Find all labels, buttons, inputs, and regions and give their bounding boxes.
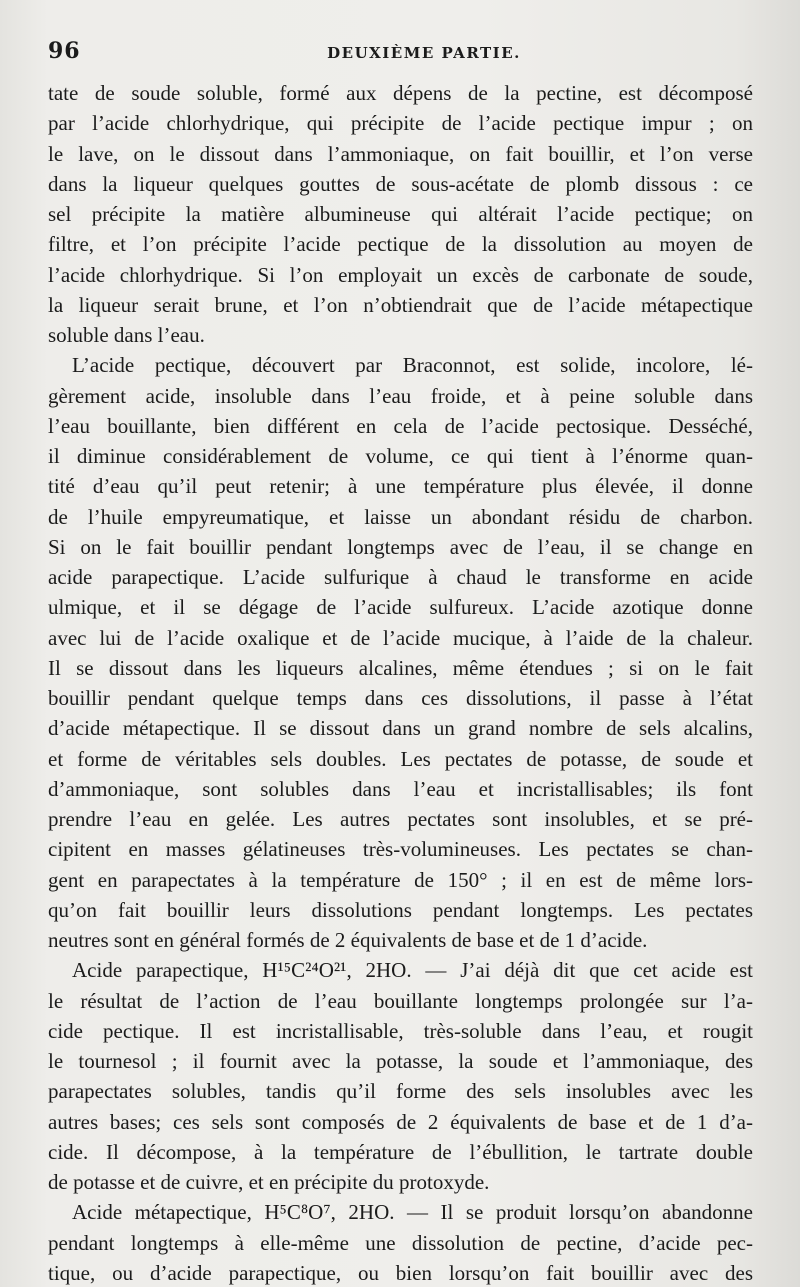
text-line: l’acide chlorhydrique. Si l’on employait un excès de carbonate de soude, bbox=[48, 262, 753, 287]
text-line: la liqueur serait brune, et l’on n’obtiendrait que de l’acide métapectique bbox=[48, 292, 753, 317]
text-line: le résultat de l’action de l’eau bouillante longtemps prolongée sur l’a- bbox=[48, 988, 753, 1013]
paragraph-1 bbox=[48, 78, 753, 350]
text-line: par l’acide chlorhydrique, qui précipite de l’acide pectique impur ; on bbox=[48, 111, 753, 136]
running-head: DEUXIÈME PARTIE. bbox=[327, 44, 521, 62]
text-line: cipitent en masses gélatineuses très-volumineuses. Les pectates se chan- bbox=[48, 837, 753, 862]
text-line: soluble dans l’eau. bbox=[48, 323, 205, 347]
text-line: L’acide pectique, découvert par Braconnot, est solide, incolore, lé- bbox=[72, 353, 753, 378]
text-line: Acide parapectique, H¹⁵C²⁴O²¹, 2HO. — J’ai déjà dit que cet acide est bbox=[72, 958, 753, 983]
text-line: neutres sont en général formés de 2 équivalents de base et de 1 d’acide. bbox=[48, 928, 648, 952]
text-line: avec lui de l’acide oxalique et de l’acide mucique, à l’aide de la chaleur. bbox=[48, 625, 753, 650]
paragraph-3 bbox=[48, 955, 753, 1197]
text-line: de potasse et de cuivre, et en précipite du protoxyde. bbox=[48, 1170, 490, 1194]
text-line: le tournesol ; il fournit avec la potasse, la soude et l’ammoniaque, des bbox=[48, 1049, 753, 1073]
page-number: 96 bbox=[48, 38, 81, 64]
paragraph-2 bbox=[48, 350, 753, 955]
text-line: pendant longtemps à elle-même une dissolution de pectine, d’acide pec- bbox=[48, 1230, 753, 1255]
text-line: dans la liqueur quelques gouttes de sous-acétate de plomb dissous : ce bbox=[48, 171, 753, 196]
text-line: filtre, et l’on précipite l’acide pectique de la dissolution au moyen de bbox=[48, 232, 753, 257]
page-header bbox=[48, 38, 760, 72]
text-line: d’acide métapectique. Il se dissout dans un grand nombre de sels alcalins, bbox=[48, 716, 753, 741]
text-line: tité d’eau qu’il peut retenir; à une température plus élevée, il donne bbox=[48, 474, 753, 499]
text-line: Il se dissout dans les liqueurs alcalines, même étendues ; si on le fait bbox=[48, 655, 753, 680]
text-line: gèrement acide, insoluble dans l’eau froide, et à peine soluble dans bbox=[48, 383, 753, 408]
text-line: parapectates solubles, tandis qu’il forme des sels insolubles avec les bbox=[48, 1079, 753, 1104]
text-line: tate de soude soluble, formé aux dépens de la pectine, est décomposé bbox=[48, 81, 753, 105]
text-line: ulmique, et il se dégage de l’acide sulfureux. L’acide azotique donne bbox=[48, 595, 753, 620]
text-line: d’ammoniaque, sont solubles dans l’eau et incristallisables; ils font bbox=[48, 776, 753, 801]
paragraph-4 bbox=[48, 1197, 753, 1287]
text-line: cide pectique. Il est incristallisable, très-soluble dans l’eau, et rougit bbox=[48, 1018, 753, 1043]
text-line: qu’on fait bouillir leurs dissolutions pendant longtemps. Les pectates bbox=[48, 897, 753, 922]
text-line: sel précipite la matière albumineuse qui altérait l’acide pectique; on bbox=[48, 202, 753, 226]
body-text bbox=[48, 78, 753, 1287]
text-line: de l’huile empyreumatique, et laisse un abondant résidu de charbon. bbox=[48, 504, 753, 529]
text-line: gent en parapectates à la température de 150° ; il en est de même lors- bbox=[48, 867, 753, 892]
text-line: acide parapectique. L’acide sulfurique à chaud le transforme en acide bbox=[48, 565, 753, 589]
text-line: cide. Il décompose, à la température de l’ébullition, le tartrate double bbox=[48, 1139, 753, 1164]
text-line: le lave, on le dissout dans l’ammoniaque, on fait bouillir, et l’on verse bbox=[48, 141, 753, 166]
text-line: l’eau bouillante, bien différent en cela de l’acide pectosique. Desséché, bbox=[48, 413, 753, 438]
text-line: tique, ou d’acide parapectique, ou bien lorsqu’on fait bouillir avec des bbox=[48, 1260, 753, 1285]
text-line: Si on le fait bouillir pendant longtemps avec de l’eau, il se change en bbox=[48, 534, 753, 559]
text-line: autres bases; ces sels sont composés de 2 équivalents de base et de 1 d’a- bbox=[48, 1109, 753, 1134]
text-line: et forme de véritables sels doubles. Les pectates de potasse, de soude et bbox=[48, 746, 753, 771]
text-line: Acide métapectique, H⁵C⁸O⁷, 2HO. — Il se produit lorsqu’on abandonne bbox=[72, 1200, 753, 1225]
text-line: il diminue considérablement de volume, ce qui tient à l’énorme quan- bbox=[48, 444, 753, 468]
text-line: bouillir pendant quelque temps dans ces dissolutions, il passe à l’état bbox=[48, 686, 753, 710]
text-line: prendre l’eau en gelée. Les autres pectates sont insolubles, et se pré- bbox=[48, 807, 753, 831]
